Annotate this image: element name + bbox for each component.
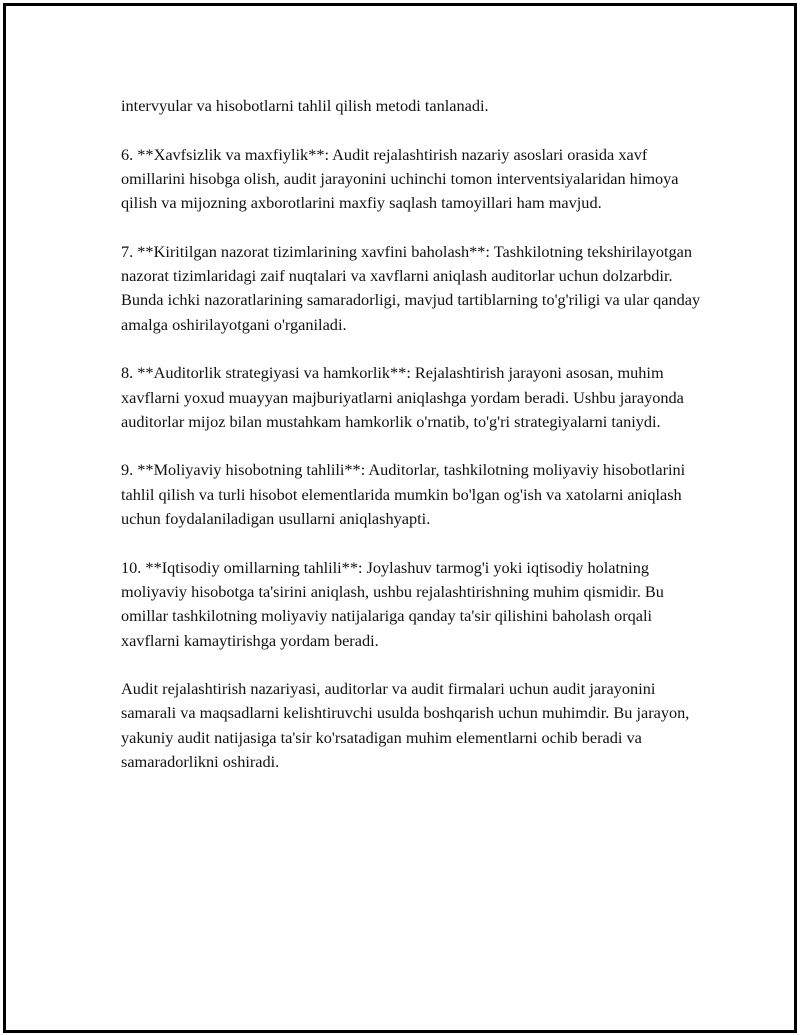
paragraph-intro-continuation: intervyular va hisobotlarni tahlil qilish metodi tanlanadi. [121,96,489,115]
paragraph-item-8: 8. **Auditorlik strategiyasi va hamkorlik**: Rejalashtirish jarayoni asosan, muhim xavflarni yoxud muayyan majburiyatlarni aniqlashga yordam beradi. Ushbu jarayonda auditorlar mijoz bilan mustahkam hamkorlik o'rnatib, to'g'ri strategiyalarni taniydi. [121,363,684,431]
paragraph-item-10: 10. **Iqtisodiy omillarning tahlili**: Joylashuv tarmog'i yoki iqtisodiy holatning moliyaviy hisobotga ta'sirini aniqlash, ushbu rejalashtirishning muhim qismidir. Bu omillar tashkilotning moliyaviy natijalariga qanday ta'sir qilishini baholash orqali xavflarni kamaytirishga yordam beradi. [121,557,664,650]
document-page [3,3,797,1033]
document-body [121,94,711,774]
paragraph-conclusion: Audit rejalashtirish nazariyasi, auditorlar va audit firmalari uchun audit jarayonini samarali va maqsadlarni kelishtiruvchi usulda boshqarish uchun muhimdir. Bu jarayon, yakuniy audit natijasiga ta'sir ko'rsatadigan muhim elementlarni ochib beradi va samaradorlikni oshiradi. [121,679,690,772]
paragraph-item-7: 7. **Kiritilgan nazorat tizimlarining xavfini baholash**: Tashkilotning tekshirilayotgan nazorat tizimlaridagi zaif nuqtalari va xavflarni aniqlash auditorlar uchun dolzarbdir. Bunda ichki nazoratlarining samaradorligi, mavjud tartiblarning to'g'riligi va ular qanday amalga oshirilayotgani o'rganiladi. [121,241,701,334]
paragraph-item-9: 9. **Moliyaviy hisobotning tahlili**: Auditorlar, tashkilotning moliyaviy hisobotlarini tahlil qilish va turli hisobot elementlarida mumkin bo'lgan og'ish va xatolarni aniqlash uchun foydalaniladigan usullarni aniqlashyapti. [121,460,686,529]
paragraph-item-6: 6. **Xavfsizlik va maxfiylik**: Audit rejalashtirish nazariy asoslari orasida xavf omillarini hisobga olish, audit jarayonini uchinchi tomon interventsiyalaridan himoya qilish va mijozning axborotlarini maxfiy saqlash tamoyillari ham mavjud. [121,144,679,213]
